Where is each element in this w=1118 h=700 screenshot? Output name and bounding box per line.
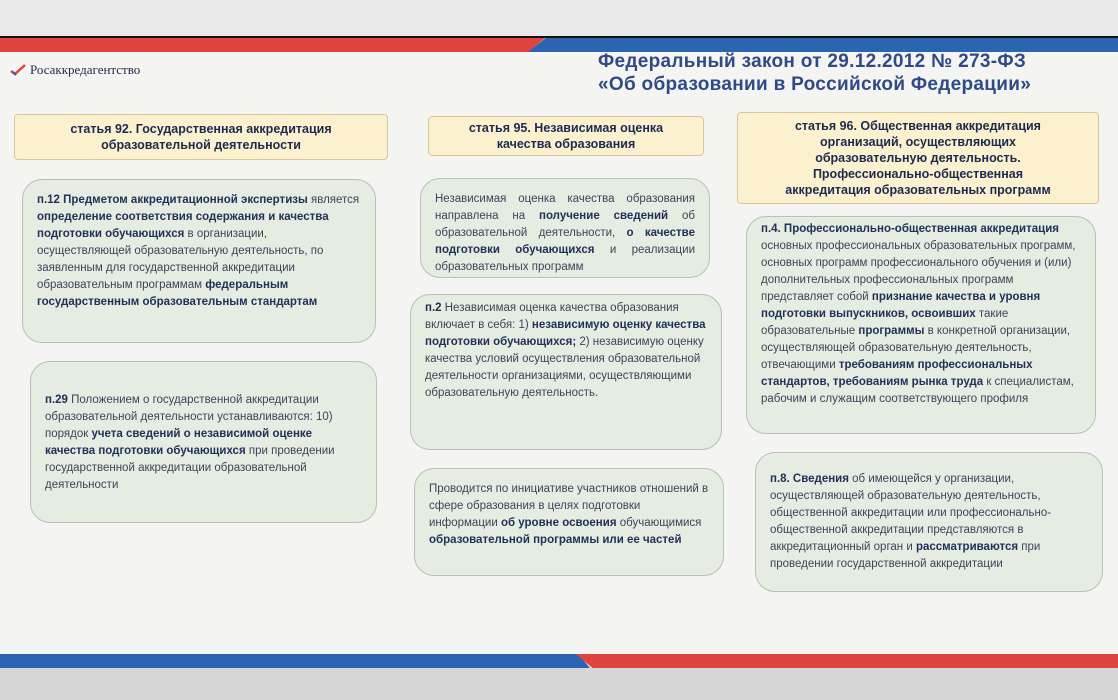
art95-initiative-box — [414, 468, 724, 576]
text-segment: 2) независимую оценку качества условий осуществления образовательной деятельности организациями, осуществляющими образовательную деятельность. — [425, 336, 704, 399]
text-segment: при проведении государственной аккредитации — [770, 541, 1041, 570]
bold-text-segment: определение соответствия содержания и качества подготовки обучающихся — [37, 211, 329, 240]
text-segment: и реализации образовательных программ — [435, 244, 695, 273]
text-segment: Проводится по инициативе участников отношений в сфере образования в целях подготовки информации — [429, 483, 709, 529]
text-segment: Положением о государственной аккредитации образовательной деятельности устанавливаются: 10) порядок — [45, 394, 333, 440]
bold-text-segment: получение сведений — [539, 210, 669, 222]
article-95-header — [428, 116, 704, 156]
art95-p2-box — [410, 294, 722, 450]
box-text — [425, 300, 707, 402]
text-segment: об образовательной деятельности, — [435, 210, 695, 239]
bold-text-segment: федеральным государственным образовательным стандартам — [37, 279, 318, 308]
logo-text: Росаккредагентство — [30, 62, 141, 77]
bottom-bar — [0, 668, 1118, 700]
slide-top-border — [0, 36, 1118, 38]
bold-text-segment: программы — [858, 325, 925, 337]
box-text — [761, 221, 1081, 408]
article-96-header — [737, 112, 1099, 204]
checkmark-logo-icon — [10, 64, 26, 76]
bold-text-segment: об уровне освоения — [500, 517, 617, 529]
text-segment: такие образовательные — [761, 308, 1009, 337]
bold-text-segment: учета сведений о независимой оценке качества подготовки обучающихся — [45, 428, 313, 457]
text-segment: Независимая оценка качества образования направлена на — [435, 193, 695, 222]
page-title — [598, 50, 1031, 96]
box-text — [770, 471, 1088, 573]
header-line: образовательную деятельность. — [815, 151, 1021, 165]
text-segment: в конкретной организации, осуществляющей образовательную деятельность, отвечающими — [761, 325, 1071, 371]
bottom-red-stripe — [576, 654, 1118, 668]
header-line: статья 92. Государственная аккредитация — [70, 122, 332, 136]
text-segment: к специалистам, рабочим и служащим соответствующего профиля — [761, 376, 1074, 405]
title-line-2: «Об образовании в Российской Федерации» — [598, 74, 1032, 95]
logo — [10, 62, 140, 78]
bottom-blue-stripe — [0, 654, 590, 668]
header-line: Профессионально-общественная — [812, 167, 1024, 181]
box-text — [435, 191, 695, 276]
bold-text-segment: образовательной программы или ее частей — [429, 534, 682, 546]
header-line: организаций, осуществляющих — [819, 135, 1017, 149]
header-line: образовательной деятельности — [101, 138, 301, 152]
text-segment: обучающимися — [616, 517, 702, 529]
text-segment: является — [307, 194, 360, 206]
bold-text-segment: п.2 — [425, 302, 442, 314]
header-line: статья 96. Общественная аккредитация — [794, 119, 1041, 133]
bold-text-segment: требованиям профессиональных стандартов, требованиям рынка труда — [761, 359, 1033, 388]
top-bar — [0, 0, 1118, 36]
bold-text-segment: признание качества и уровня подготовки выпускников, освоивших — [761, 291, 1041, 320]
art92-p12-box — [22, 179, 376, 343]
art92-p29-box — [30, 361, 377, 523]
bold-text-segment: п.12 Предметом аккредитационной экспертизы — [37, 194, 308, 206]
box-text — [45, 392, 362, 494]
bold-text-segment: п.8. Сведения — [770, 473, 849, 485]
text-segment: об имеющейся у организации, осуществляющей образовательную деятельность, общественной аккредитации или профессионально-общественной аккредитации представляются в аккредитационный орган и — [770, 473, 1052, 553]
article-92-header — [14, 114, 388, 160]
art96-p4-box — [746, 216, 1096, 434]
bold-text-segment: рассматриваются — [915, 541, 1019, 553]
header-line: аккредитация образовательных программ — [785, 183, 1051, 197]
art96-p8-box — [755, 452, 1103, 592]
text-segment: основных профессиональных образовательных программ, основных программ профессионального обучения и (или) дополнительных профессиональных программ представляет собой — [761, 240, 1076, 303]
text-segment: Независимая оценка качества образования включает в себя: 1) — [425, 302, 679, 331]
title-line-1: Федеральный закон от 29.12.2012 № 273-ФЗ — [598, 51, 1027, 72]
art95-intro-box — [420, 178, 710, 278]
header-line: качества образования — [496, 137, 636, 151]
box-text — [37, 192, 361, 311]
top-red-stripe — [0, 38, 545, 52]
slide — [0, 36, 1118, 668]
bold-text-segment: независимую оценку качества подготовки обучающихся; — [425, 319, 706, 348]
text-segment: в организации, осуществляющей образовательную деятельность, по заявленным для государственной аккредитации образовательным программам — [37, 228, 324, 291]
bold-text-segment: о качестве подготовки обучающихся — [435, 227, 695, 256]
box-text — [429, 481, 709, 549]
header-line: статья 95. Независимая оценка — [468, 121, 664, 135]
text-segment: при проведении государственной аккредитации образовательной деятельности — [45, 445, 335, 491]
bold-text-segment: п.29 — [45, 394, 68, 406]
bold-text-segment: п.4. Профессионально-общественная аккредитация — [761, 223, 1059, 235]
